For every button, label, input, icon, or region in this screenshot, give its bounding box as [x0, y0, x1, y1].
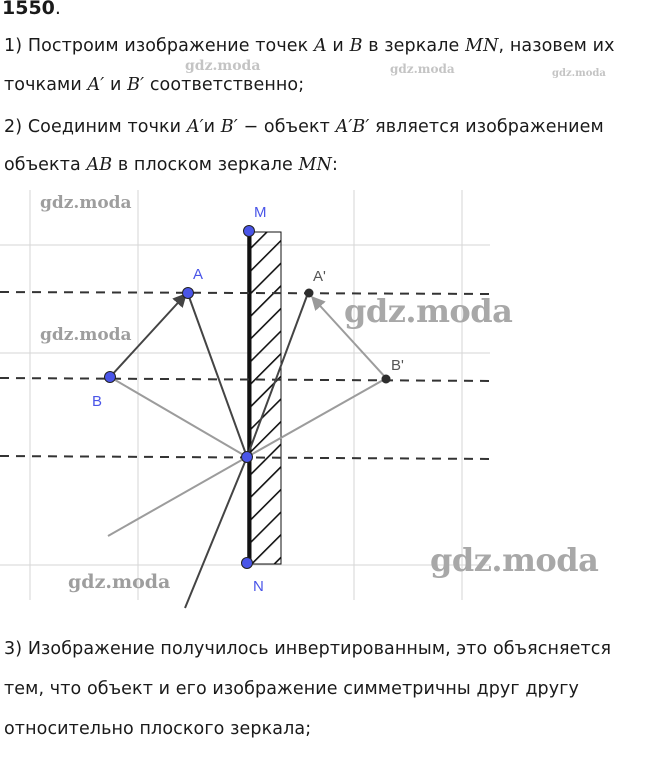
- problem-number-value: 1550: [2, 0, 55, 19]
- step3-line3: относительно плоского зеркала;: [4, 719, 312, 739]
- step2-text-c: − объект: [237, 117, 336, 137]
- mirror-hatching: [251, 232, 281, 564]
- step1-text-d: , назовем их: [498, 36, 615, 56]
- object-ab-ref: AB: [86, 155, 113, 175]
- watermark: gdz.moda: [390, 62, 455, 76]
- grid: [0, 190, 490, 600]
- point-a-ref: A: [314, 36, 327, 56]
- step2-text-a: 2) Соединим точки: [4, 117, 187, 137]
- step3-line2: тем, что объект и его изображение симметричны друг другу: [4, 679, 579, 699]
- watermark: gdz.moda: [40, 325, 132, 345]
- label-a: A: [193, 266, 204, 283]
- mirror-mn-ref: MN: [465, 36, 499, 56]
- watermark: gdz.moda: [552, 68, 606, 79]
- point-a-prime-ref: A′: [186, 117, 204, 137]
- step2-text-e: объекта: [4, 155, 87, 175]
- step1-text-c: в зеркале: [362, 36, 466, 56]
- ray-reflected-left: [108, 457, 247, 536]
- watermark: gdz.moda: [185, 58, 261, 74]
- point-b-prime: [382, 375, 391, 384]
- mirror-mn-ref: MN: [298, 155, 332, 175]
- point-b-prime-ref: B′: [220, 117, 238, 137]
- watermark: gdz.moda: [68, 571, 171, 593]
- step3-line1: 3) Изображение получилось инвертированным, это объясняется: [4, 639, 612, 659]
- step1-text-g: соответственно;: [144, 75, 305, 95]
- point-a: [183, 288, 194, 299]
- step2-text-b: и: [203, 117, 221, 137]
- label-a-prime: A': [313, 268, 326, 285]
- point-b-ref: B: [349, 36, 363, 56]
- point-b: [105, 372, 116, 383]
- watermark: gdz.moda: [430, 541, 599, 579]
- step1-text-e: точками: [4, 75, 88, 95]
- point-m: [244, 226, 255, 237]
- problem-number-dot: .: [54, 0, 61, 19]
- step1-text-f: и: [104, 75, 128, 95]
- label-b: B: [92, 393, 103, 410]
- watermark: gdz.moda: [344, 292, 513, 330]
- watermark: gdz.moda: [40, 193, 132, 213]
- point-b-prime-ref: B′: [127, 75, 145, 95]
- point-n: [242, 558, 253, 569]
- point-a-prime-ref: A′: [87, 75, 105, 95]
- object-a-prime-b-prime-ref: A′B′: [335, 117, 370, 137]
- point-a-prime: [305, 289, 314, 298]
- step1-text-b: и: [326, 36, 350, 56]
- step2-text-f: в плоском зеркале: [112, 155, 299, 175]
- ray-b-to-o: [110, 377, 247, 457]
- step2-text-d: является изображением: [369, 117, 604, 137]
- label-b-prime: B': [391, 357, 404, 374]
- point-o: [242, 452, 253, 463]
- step2-text-g: :: [331, 155, 338, 175]
- ray-reflected-lower: [185, 457, 247, 608]
- step1-text-a: 1) Построим изображение точек: [4, 36, 314, 56]
- ray-a-to-o: [188, 294, 247, 457]
- label-n: N: [253, 578, 264, 595]
- label-m: M: [254, 204, 267, 221]
